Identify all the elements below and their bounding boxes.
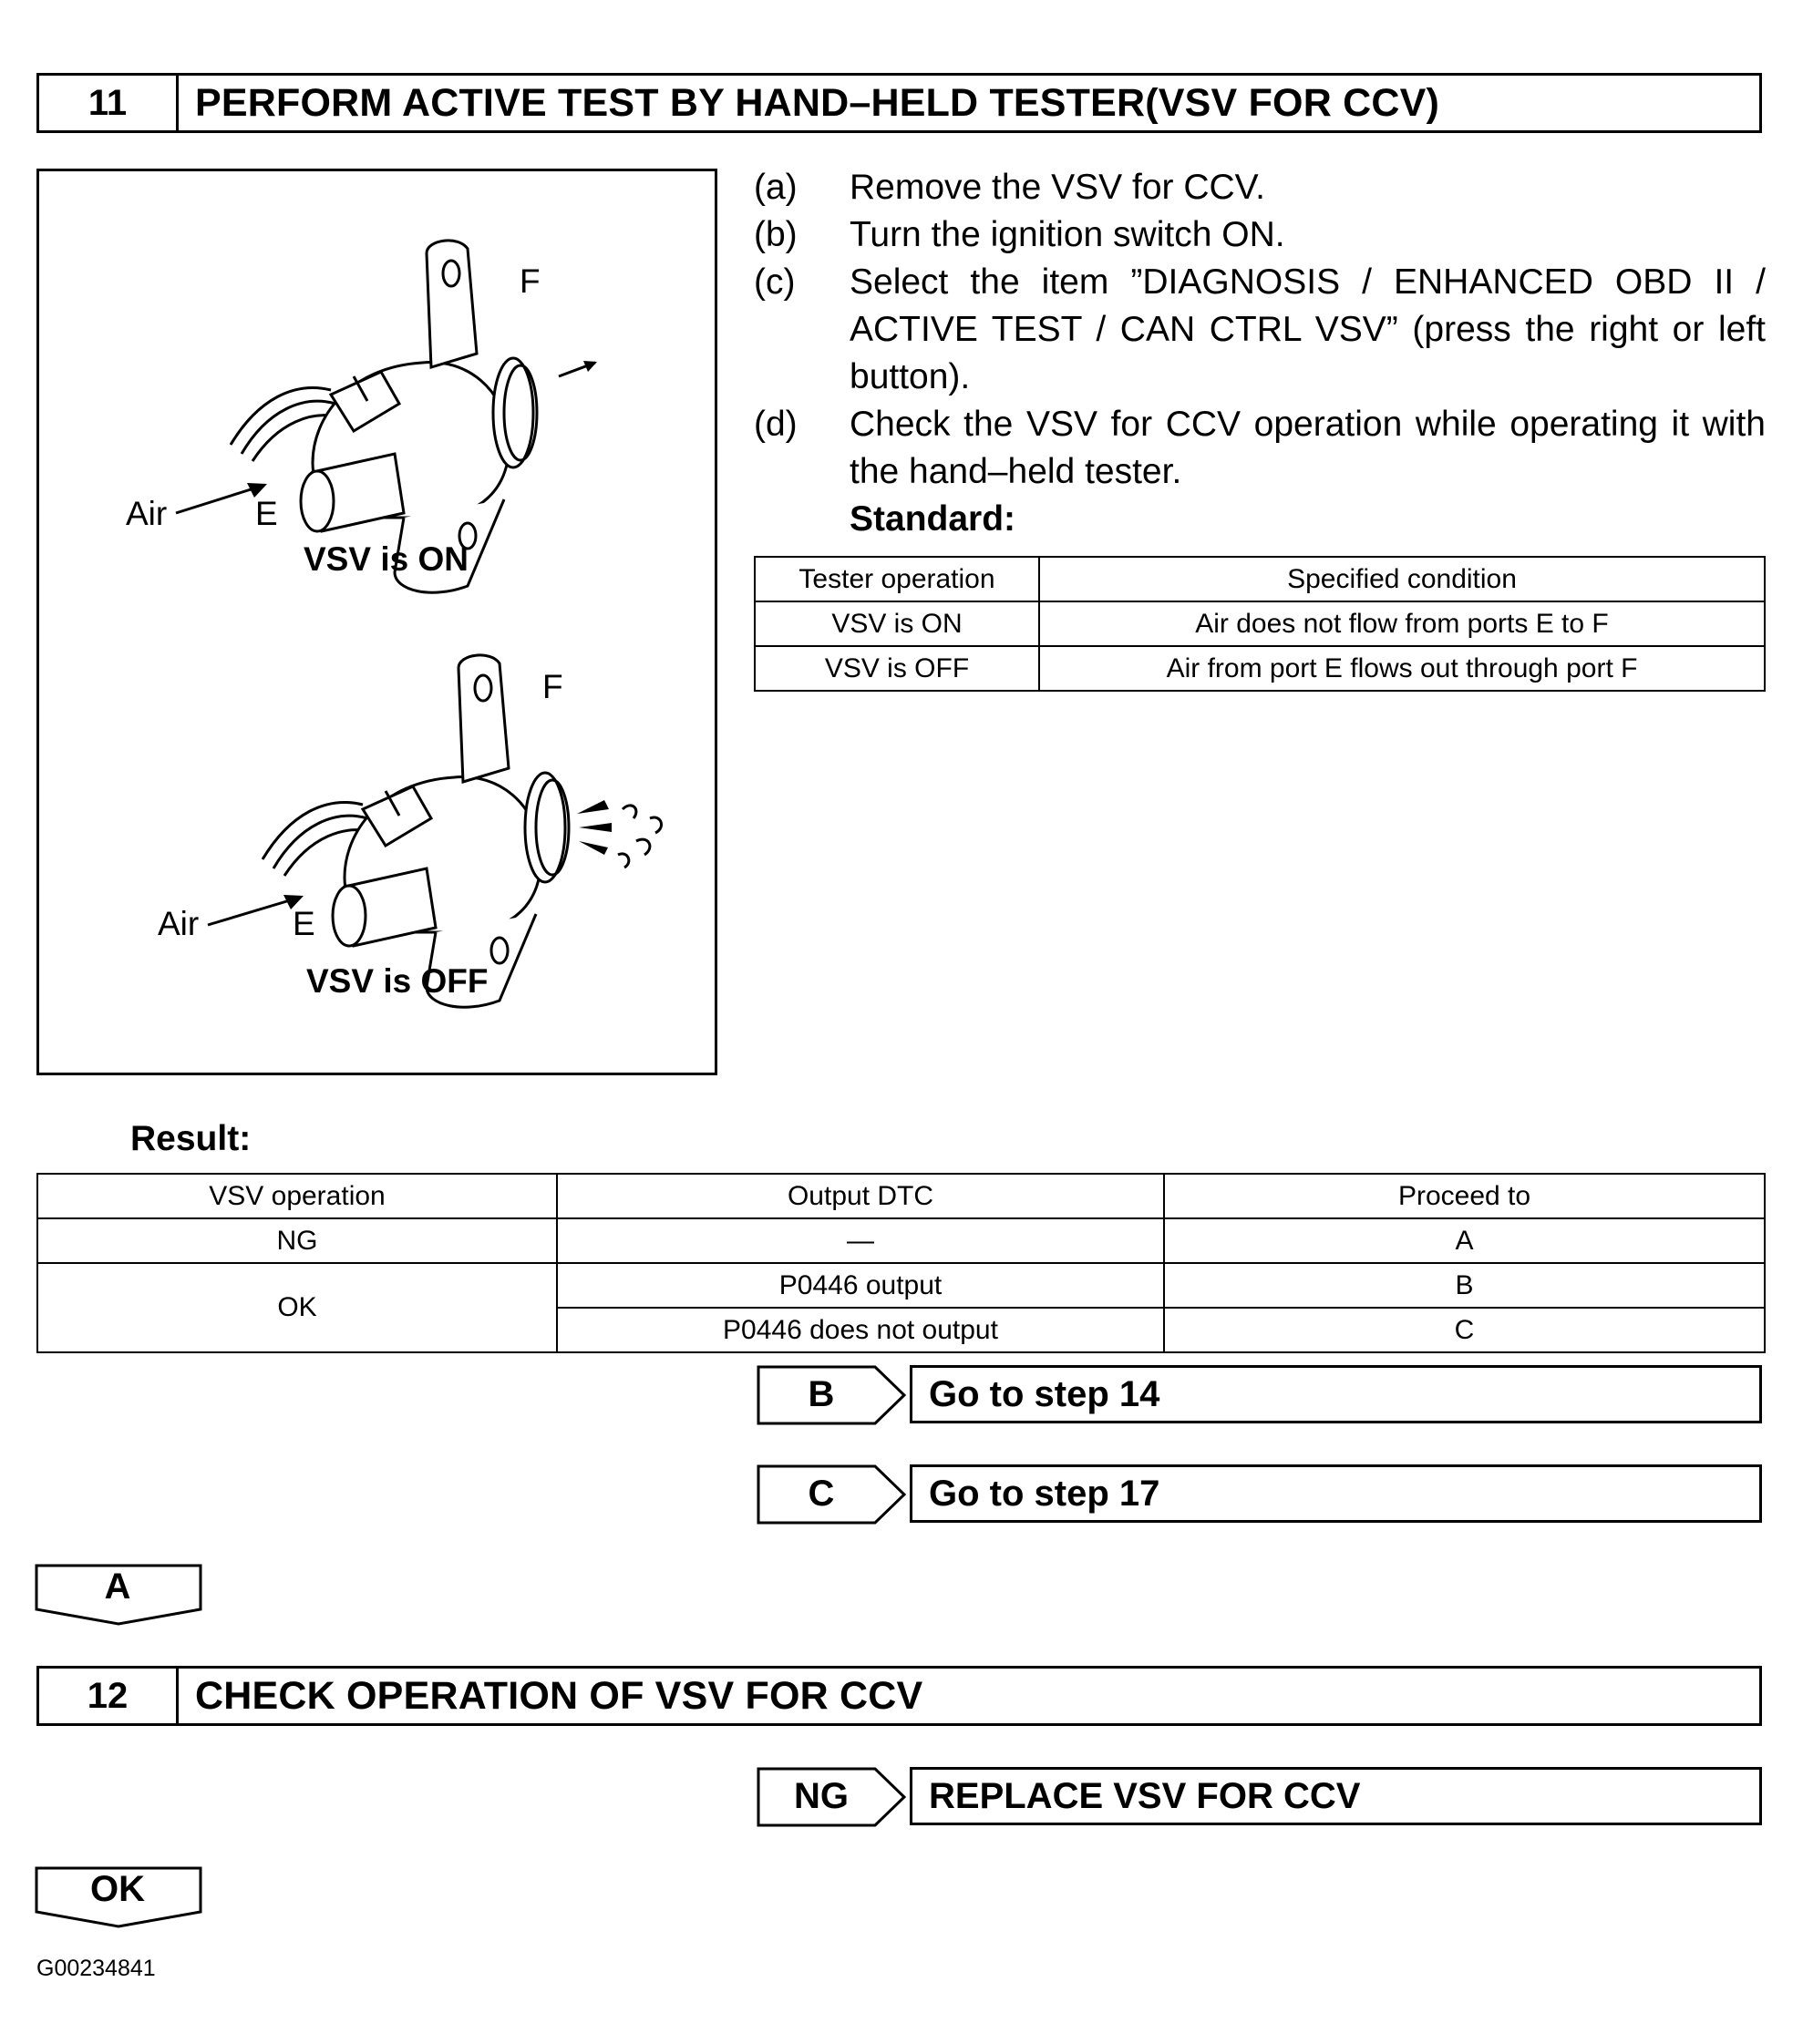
step-12-header bbox=[36, 1666, 1762, 1726]
instruction-marker: (b) bbox=[754, 215, 798, 254]
step-11-header bbox=[36, 73, 1762, 133]
table-row bbox=[755, 646, 1765, 691]
instruction-marker: (a) bbox=[754, 168, 798, 207]
vsv-figure bbox=[36, 169, 717, 1075]
standard-table bbox=[754, 556, 1766, 692]
step-number: 12 bbox=[39, 1669, 179, 1723]
vsv-off-caption: VSV is OFF bbox=[306, 962, 489, 1000]
instruction-text: Check the VSV for CCV operation while operating it with the hand–held tester. bbox=[850, 405, 1766, 491]
instruction-item bbox=[754, 211, 1766, 259]
standard-label: Standard: bbox=[850, 499, 1016, 539]
table-header-row bbox=[755, 557, 1765, 601]
table-row bbox=[755, 601, 1765, 646]
air-label: Air bbox=[126, 495, 168, 532]
instruction-list bbox=[754, 164, 1766, 543]
table-row bbox=[37, 1218, 1765, 1263]
branch-action: Go to step 17 bbox=[910, 1464, 1762, 1523]
result-table bbox=[36, 1173, 1766, 1353]
table-cell: VSV is OFF bbox=[755, 646, 1039, 691]
branch-action: Go to step 14 bbox=[910, 1365, 1762, 1423]
step-title: CHECK OPERATION OF VSV FOR CCV bbox=[195, 1673, 923, 1718]
branch-letter: B bbox=[808, 1373, 835, 1414]
table-cell: C bbox=[1164, 1308, 1765, 1352]
column-header: VSV operation bbox=[37, 1174, 557, 1218]
table-cell: B bbox=[1164, 1263, 1765, 1308]
branch-letter: NG bbox=[794, 1775, 849, 1816]
instruction-item bbox=[754, 401, 1766, 496]
table-header-row bbox=[37, 1174, 1765, 1218]
column-header: Specified condition bbox=[1039, 557, 1765, 601]
table-cell: Air does not flow from ports E to F bbox=[1039, 601, 1765, 646]
tab-letter: A bbox=[104, 1566, 131, 1607]
instruction-item bbox=[754, 259, 1766, 401]
port-f-label: F bbox=[542, 668, 563, 705]
branch-action: REPLACE VSV FOR CCV bbox=[910, 1767, 1762, 1825]
port-e-label: E bbox=[293, 905, 315, 942]
branch-letter: C bbox=[808, 1473, 835, 1514]
table-cell: P0446 does not output bbox=[557, 1308, 1164, 1352]
table-cell: OK bbox=[37, 1263, 557, 1352]
table-cell: P0446 output bbox=[557, 1263, 1164, 1308]
tab-letter: OK bbox=[90, 1868, 145, 1909]
vsv-on-illustration bbox=[39, 171, 715, 1073]
column-header: Output DTC bbox=[557, 1174, 1164, 1218]
instruction-marker: (c) bbox=[754, 262, 796, 302]
table-cell: Air from port E flows out through port F bbox=[1039, 646, 1765, 691]
table-cell: A bbox=[1164, 1218, 1765, 1263]
port-e-label: E bbox=[255, 495, 278, 532]
step-number: 11 bbox=[39, 76, 179, 130]
table-cell: NG bbox=[37, 1218, 557, 1263]
instruction-text: Select the item ”DIAGNOSIS / ENHANCED OBD II / ACTIVE TEST / CAN CTRL VSV” (press the right or left button). bbox=[850, 262, 1766, 396]
table-row bbox=[37, 1263, 1765, 1308]
result-label: Result: bbox=[130, 1119, 252, 1158]
instruction-text: Remove the VSV for CCV. bbox=[850, 168, 1265, 207]
port-f-label: F bbox=[520, 262, 541, 300]
instruction-item bbox=[754, 164, 1766, 211]
air-label: Air bbox=[158, 905, 200, 942]
step-title: PERFORM ACTIVE TEST BY HAND–HELD TESTER(VSV FOR CCV) bbox=[195, 80, 1440, 125]
instruction-marker: (d) bbox=[754, 405, 798, 444]
document-id: G00234841 bbox=[36, 1956, 156, 1981]
instruction-text: Turn the ignition switch ON. bbox=[850, 215, 1285, 254]
column-header: Tester operation bbox=[755, 557, 1039, 601]
table-cell: VSV is ON bbox=[755, 601, 1039, 646]
column-header: Proceed to bbox=[1164, 1174, 1765, 1218]
vsv-on-caption: VSV is ON bbox=[304, 540, 469, 578]
table-cell: — bbox=[557, 1218, 1164, 1263]
